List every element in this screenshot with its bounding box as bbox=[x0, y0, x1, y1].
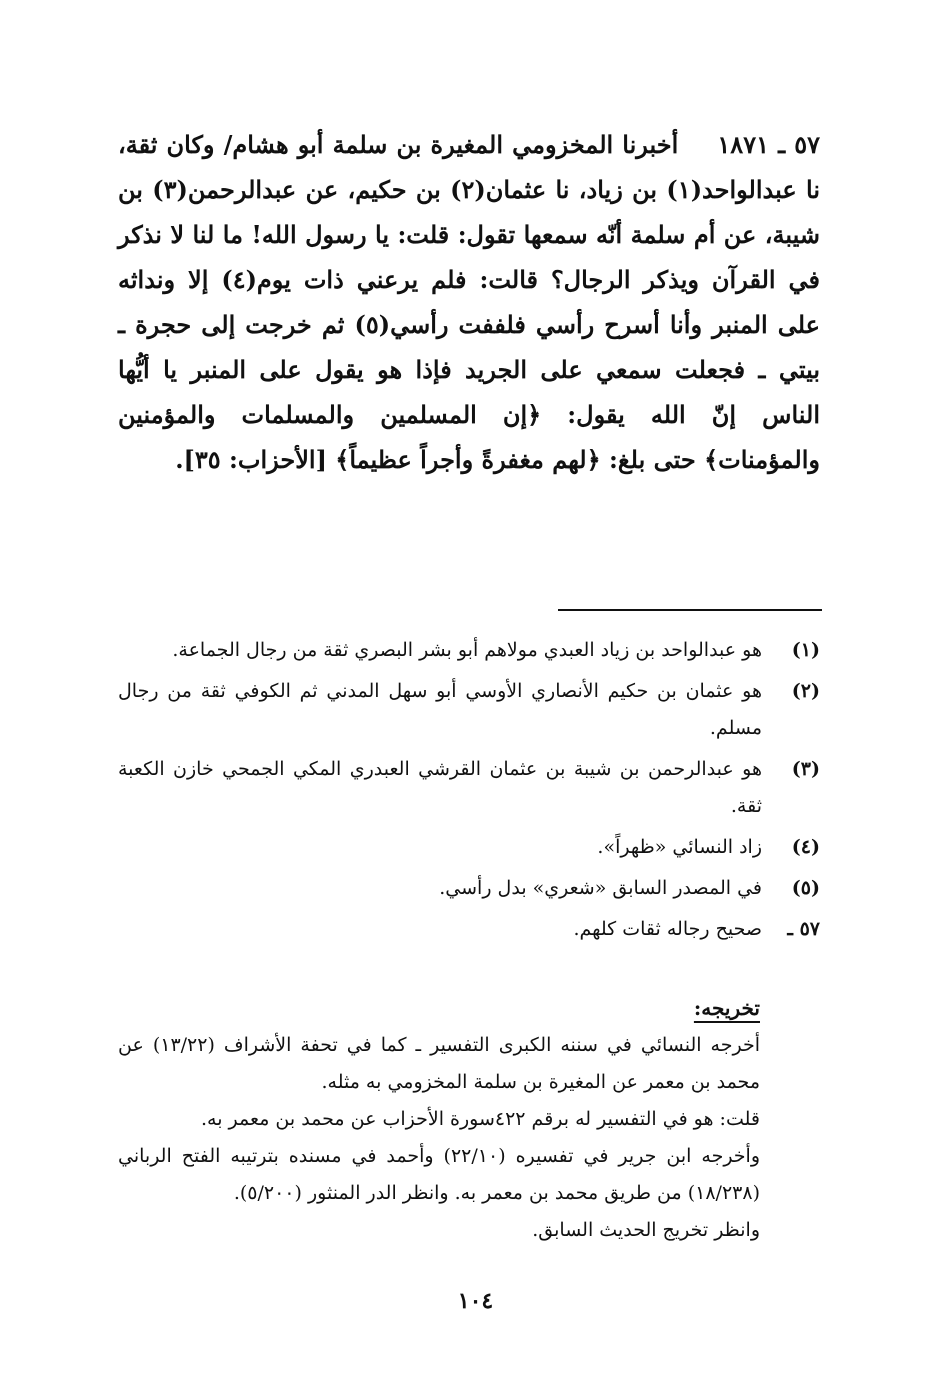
footnote-item bbox=[118, 829, 820, 866]
footnote-number: (٣) bbox=[791, 758, 820, 780]
footnote-text: هو عثمان بن حكيم الأنصاري الأوسي أبو سهل المدني ثم الكوفي ثقة من رجال مسلم. bbox=[118, 680, 762, 739]
footnote-number: (٤) bbox=[791, 836, 820, 858]
footnote-item bbox=[118, 632, 820, 669]
footnote-item bbox=[118, 751, 820, 825]
hadith-body: أخبرنا المخزومي المغيرة بن سلمة أبو هشام/ وكان ثقة، نا عبدالواحد(١) بن زياد، نا عثمان(٢) بن حكيم، عن عبدالرحمن(٣) بن شيبة، عن أم سلمة أنّه سمعها تقول: قلت: يا رسول الله! ما لنا لا نذكر في القرآن ويذكر الرجال؟ قالت: فلم يرعني ذات يوم(٤) إلا ونداثه على المنبر وأنا أسرح رأسي فلففت رأسي(٥) ثم خرجت إلى حجرة ـ بيتي ـ فجعلت سمعي على الجريد فإذا هو يقول على المنبر يا أيُّها الناس إنّ الله يقول: ﴿إن المسلمين والمسلمات والمؤمنين والمؤمنات﴾ حتى بلغ: ﴿لهم مغفرةً وأجراً عظيماً﴾ [الأحزاب: ٣٥]. bbox=[118, 130, 821, 474]
takhrij-paragraph: قلت: هو في التفسير له برقم ٤٢٢سورة الأحزاب عن محمد بن معمر به. bbox=[201, 1108, 760, 1130]
takhrij-heading: تخريجه: bbox=[693, 996, 760, 1020]
footnote-number: (٢) bbox=[791, 680, 820, 702]
takhrij-paragraph: وانظر تخريج الحديث السابق. bbox=[532, 1219, 760, 1241]
takhrij-paragraph: أخرجه النسائي في سننه الكبرى التفسير ـ كما في تحفة الأشراف (١٣/٢٢) عن محمد بن معمر عن المغيرة بن سلمة المخزومي به مثله. bbox=[118, 1034, 760, 1093]
takhrij-paragraph: وأخرجه ابن جرير في تفسيره (٢٢/١٠) وأحمد في مسنده بترتيبه الفتح الرباني (١٨/٢٣٨) من طريق محمد بن معمر به. وانظر الدر المنثور (٥/٢٠٠). bbox=[118, 1145, 761, 1204]
footnotes-list bbox=[118, 632, 820, 952]
grading-note bbox=[118, 911, 820, 948]
footnote-number: (٥) bbox=[791, 877, 820, 899]
hadith-number: ٥٧ ـ ١٨٧١ bbox=[717, 130, 821, 159]
footnote-item bbox=[118, 870, 820, 907]
footnote-text: هو عبدالواحد بن زياد العبدي مولاهم أبو بشر البصري ثقة من رجال الجماعة. bbox=[172, 639, 762, 661]
takhrij-section bbox=[118, 990, 760, 1249]
grading-text: صحيح رجاله ثقات كلهم. bbox=[573, 918, 762, 940]
footnote-text: زاد النسائي «ظهراً». bbox=[597, 836, 762, 858]
footnote-item bbox=[118, 673, 820, 747]
footnote-text: هو عبدالرحمن بن شيبة بن عثمان القرشي العبدري المكي الجمحي خازن الكعبة ثقة. bbox=[118, 758, 762, 817]
hadith-text-block bbox=[118, 122, 820, 482]
footnote-text: في المصدر السابق «شعري» بدل رأسي. bbox=[439, 877, 762, 899]
grading-number: ٥٧ ـ bbox=[787, 918, 820, 940]
footnote-divider bbox=[558, 609, 822, 611]
page-number: ١٠٤ bbox=[457, 1288, 494, 1314]
footnote-number: (١) bbox=[791, 639, 820, 661]
